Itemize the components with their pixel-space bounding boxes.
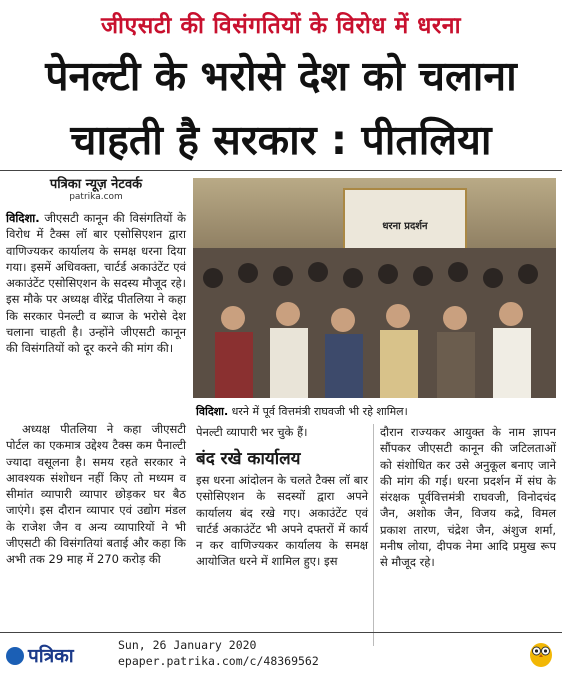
article-paragraph-3: पेनल्टी व्यापारी भर चुके हैं।	[196, 425, 308, 439]
news-photo	[193, 178, 556, 398]
owl-mascot-icon	[528, 638, 554, 668]
byline: पत्रिका न्यूज़ नेटवर्क	[49, 177, 143, 192]
edition-date: Sun, 26 January 2020	[118, 638, 257, 652]
crowd-illustration	[193, 248, 556, 398]
article-column-1-continued	[6, 421, 186, 568]
article-column-1	[6, 210, 186, 357]
photo-caption	[196, 404, 554, 419]
article-paragraph-1	[6, 210, 186, 357]
dateline-place: विदिशा.	[6, 211, 40, 225]
headline	[0, 44, 562, 172]
patrika-logo[interactable]	[6, 642, 74, 668]
footer	[0, 632, 562, 676]
protest-banner	[343, 188, 467, 250]
header-divider	[0, 170, 562, 171]
caption-text: धरने में पूर्व वित्तमंत्री राघवजी भी रहे शामिल।	[228, 405, 408, 418]
headline-line-1: पेनल्टी के भरोसे देश को चलाना	[45, 52, 517, 100]
logo-icon	[6, 647, 24, 665]
article-paragraph-4: इस धरना आंदोलन के चलते टैक्स लॉ बार एसोसिएशन के सदस्यों द्वारा अपने कार्यालय बंद रखे गए। अकाउंटेंट एवं चार्टर्ड अकाउंटेंट भी अपने दफ्तरों में कार्य न कर वाणिज्यकर कार्यालय के समक्ष आयोजित धरने में शामिल हुए। इस	[196, 473, 368, 569]
banner-text: धरना प्रदर्शन	[382, 221, 428, 232]
column-divider	[373, 424, 374, 646]
paragraph-1-text: जीएसटी कानून की विसंगतियों के विरोध में टैक्स लॉ बार एसोसिएशन द्वारा वाणिज्यकर कार्यालय के समक्ष धरना दिया गया। इसमें अधिवक्ता, चार्टर्ड अकाउंटेंट एवं अकाउंटेंट एसोसिएशन के सदस्य मौजूद रहे। इस मौके पर अध्यक्ष वीरेंद्र पीतलिया ने कहा कि सरकार पेनल्टी व ब्याज के भरोसे देश चलाना चाहती है। उन्होंने जीएसटी कानून की विसंगतियों को दूर करने की मांग की।	[6, 211, 186, 356]
article-paragraph-2: अध्यक्ष पीतलिया ने कहा जीएसटी पोर्टल का एकमात्र उद्देश्य टैक्स कम पैनाल्टी ज्यादा वसूलना है। समय रहते सरकार ने आवश्यक संशोधन नहीं किए तो मध्यम व सीमांत व्यापारी व्यापार छोड़कर घर बैठ जाएंगे। इस दौरान व्यापार एवं उद्योग मंडल के राजेश जैन व अन्य व्यापारियों ने भी जीएसटी की विसंगतियां बताई और कहा कि अभी तक 29 माह में 270 करोड़ की	[6, 422, 186, 567]
caption-place: विदिशा.	[196, 405, 229, 418]
article-column-2-continued	[196, 472, 368, 570]
headline-line-2: चाहती है सरकार : पीतलिया	[70, 116, 492, 164]
byline-site: patrika.com	[69, 192, 123, 202]
logo-text: पत्रिका	[28, 645, 74, 667]
article-subheading: बंद रखे कार्यालय	[196, 449, 301, 469]
article-column-3	[380, 424, 556, 571]
epaper-link[interactable]: epaper.patrika.com/c/48369562	[118, 654, 319, 668]
article-column-2	[196, 424, 368, 440]
article-paragraph-5: दौरान राज्यकर आयुक्त के नाम ज्ञापन सौंपकर जीएसटी कानून की जटिलताओं को संशोधित कर उसे अनुकूल बनाए जाने की मांग की गई। धरना प्रदर्शन में संघ के संरक्षक पूर्ववित्तमंत्री राघवजी, विनोदचंद जैन, अशोक जैन, विजय कद्रे, विमल प्रकाश तारण, चंद्रेश जैन, अंशुज शर्मा, मनीष लोया, दीपक नेमा आदि प्रमुख रूप से मौजूद रहे।	[380, 425, 556, 570]
kicker-heading: जीएसटी की विसंगतियों के विरोध में धरना	[100, 13, 462, 39]
